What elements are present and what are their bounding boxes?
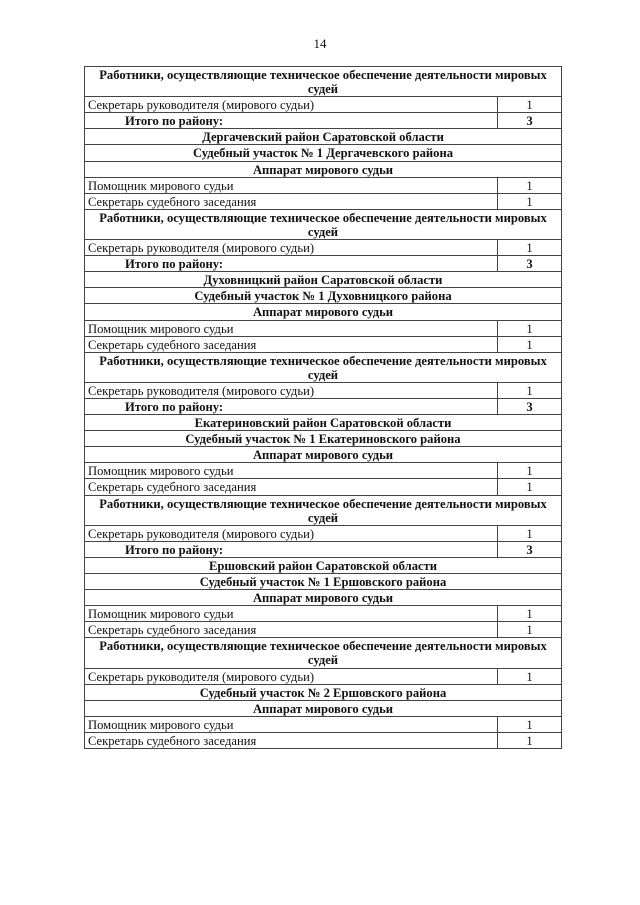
section-header-row xyxy=(85,415,562,431)
section-header-row xyxy=(85,638,562,668)
total-count: 3 xyxy=(498,541,562,557)
section-header-row xyxy=(85,495,562,525)
position-row xyxy=(85,606,562,622)
section-header-row xyxy=(85,700,562,716)
position-count: 1 xyxy=(498,336,562,352)
position-label: Секретарь судебного заседания xyxy=(85,479,498,495)
section-header-row xyxy=(85,590,562,606)
section-header-row xyxy=(85,684,562,700)
position-row xyxy=(85,525,562,541)
section-header-row xyxy=(85,557,562,573)
section-header: Работники, осуществляющие техническое обеспечение деятельности мировых судей xyxy=(85,209,562,239)
total-row xyxy=(85,398,562,414)
position-row xyxy=(85,463,562,479)
position-row xyxy=(85,716,562,732)
position-row xyxy=(85,240,562,256)
section-header-row xyxy=(85,574,562,590)
section-header-row xyxy=(85,272,562,288)
section-header: Аппарат мирового судьи xyxy=(85,590,562,606)
total-row xyxy=(85,113,562,129)
section-header-row xyxy=(85,145,562,161)
position-row xyxy=(85,320,562,336)
position-label: Секретарь руководителя (мирового судьи) xyxy=(85,240,498,256)
section-header: Работники, осуществляющие техническое обеспечение деятельности мировых судей xyxy=(85,638,562,668)
position-count: 1 xyxy=(498,382,562,398)
section-header: Работники, осуществляющие техническое обеспечение деятельности мировых судей xyxy=(85,495,562,525)
section-header-row xyxy=(85,352,562,382)
section-header-row xyxy=(85,288,562,304)
page-number: 14 xyxy=(313,36,327,51)
total-row xyxy=(85,541,562,557)
position-row xyxy=(85,622,562,638)
total-count: 3 xyxy=(498,113,562,129)
section-header-row xyxy=(85,209,562,239)
section-header: Дергачевский район Саратовской области xyxy=(85,129,562,145)
total-label: Итого по району: xyxy=(85,256,498,272)
position-row xyxy=(85,479,562,495)
section-header: Ершовский район Саратовской области xyxy=(85,557,562,573)
section-header: Работники, осуществляющие техническое обеспечение деятельности мировых судей xyxy=(85,352,562,382)
section-header: Аппарат мирового судьи xyxy=(85,700,562,716)
position-row xyxy=(85,732,562,748)
position-count: 1 xyxy=(498,732,562,748)
position-label: Секретарь руководителя (мирового судьи) xyxy=(85,525,498,541)
total-label: Итого по району: xyxy=(85,541,498,557)
position-label: Секретарь судебного заседания xyxy=(85,622,498,638)
position-label: Секретарь судебного заседания xyxy=(85,336,498,352)
position-row xyxy=(85,668,562,684)
position-label: Помощник мирового судьи xyxy=(85,463,498,479)
section-header-row xyxy=(85,67,562,97)
position-count: 1 xyxy=(498,668,562,684)
section-header: Аппарат мирового судьи xyxy=(85,304,562,320)
position-count: 1 xyxy=(498,479,562,495)
position-label: Помощник мирового судьи xyxy=(85,716,498,732)
position-label: Секретарь руководителя (мирового судьи) xyxy=(85,382,498,398)
position-label: Секретарь руководителя (мирового судьи) xyxy=(85,668,498,684)
position-count: 1 xyxy=(498,525,562,541)
position-count: 1 xyxy=(498,320,562,336)
section-header: Екатериновский район Саратовской области xyxy=(85,415,562,431)
position-count: 1 xyxy=(498,622,562,638)
section-header-row xyxy=(85,447,562,463)
section-header: Судебный участок № 1 Дергачевского района xyxy=(85,145,562,161)
position-row xyxy=(85,97,562,113)
position-row xyxy=(85,177,562,193)
position-count: 1 xyxy=(498,716,562,732)
position-label: Секретарь судебного заседания xyxy=(85,193,498,209)
position-label: Секретарь руководителя (мирового судьи) xyxy=(85,97,498,113)
section-header: Аппарат мирового судьи xyxy=(85,161,562,177)
staff-table xyxy=(84,66,562,749)
staff-table-body xyxy=(85,67,562,749)
section-header-row xyxy=(85,161,562,177)
section-header: Судебный участок № 1 Ершовского района xyxy=(85,574,562,590)
position-label: Помощник мирового судьи xyxy=(85,177,498,193)
total-label: Итого по району: xyxy=(85,398,498,414)
total-label: Итого по району: xyxy=(85,113,498,129)
total-count: 3 xyxy=(498,398,562,414)
section-header: Работники, осуществляющие техническое обеспечение деятельности мировых судей xyxy=(85,67,562,97)
section-header-row xyxy=(85,129,562,145)
position-count: 1 xyxy=(498,463,562,479)
section-header-row xyxy=(85,304,562,320)
section-header: Судебный участок № 2 Ершовского района xyxy=(85,684,562,700)
position-row xyxy=(85,382,562,398)
section-header: Судебный участок № 1 Духовницкого района xyxy=(85,288,562,304)
position-row xyxy=(85,193,562,209)
total-count: 3 xyxy=(498,256,562,272)
position-row xyxy=(85,336,562,352)
total-row xyxy=(85,256,562,272)
section-header-row xyxy=(85,431,562,447)
position-count: 1 xyxy=(498,240,562,256)
position-count: 1 xyxy=(498,606,562,622)
section-header: Судебный участок № 1 Екатериновского района xyxy=(85,431,562,447)
section-header: Духовницкий район Саратовской области xyxy=(85,272,562,288)
position-label: Помощник мирового судьи xyxy=(85,320,498,336)
position-label: Секретарь судебного заседания xyxy=(85,732,498,748)
position-label: Помощник мирового судьи xyxy=(85,606,498,622)
position-count: 1 xyxy=(498,193,562,209)
position-count: 1 xyxy=(498,97,562,113)
section-header: Аппарат мирового судьи xyxy=(85,447,562,463)
position-count: 1 xyxy=(498,177,562,193)
